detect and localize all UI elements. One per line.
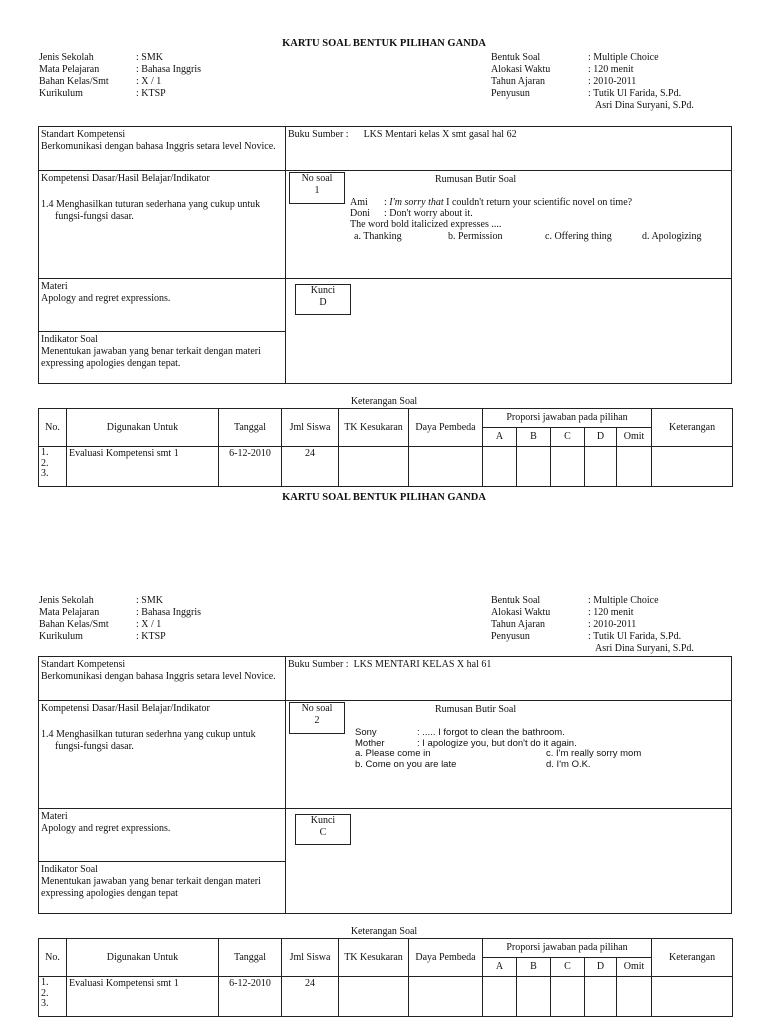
- meta-value: : 120 menit: [588, 607, 634, 618]
- meta-value: : SMK: [136, 595, 163, 606]
- header-d: D: [585, 958, 617, 977]
- header-daya: Daya Pembeda: [409, 939, 483, 977]
- buku-sumber-value: LKS Mentari kelas X smt gasal hal 62: [363, 129, 517, 140]
- header-no: No.: [39, 939, 67, 977]
- dialog-colon: :: [384, 208, 387, 219]
- kunci-label: Kunci: [310, 815, 336, 826]
- row-nos: [39, 447, 67, 487]
- buku-sumber-label: Buku Sumber :: [288, 129, 349, 140]
- card-title: KARTU SOAL BENTUK PILIHAN GANDA: [282, 38, 486, 49]
- meta-label: Kurikulum: [39, 88, 83, 99]
- indikator-text-1: Menentukan jawaban yang benar terkait dengan materi: [41, 876, 261, 887]
- meta-label: Bahan Kelas/Smt: [39, 619, 109, 630]
- meta-value: : Bahasa Inggris: [136, 607, 201, 618]
- meta-label: Bentuk Soal: [491, 595, 541, 606]
- row-no: 1.: [41, 977, 49, 988]
- header-proporsi: Proporsi jawaban pada pilihan: [483, 939, 652, 958]
- sk-heading: Standart Kompetensi: [41, 659, 126, 670]
- option-b: b. Permission: [448, 231, 503, 242]
- meta-value: : Bahasa Inggris: [136, 64, 201, 75]
- rumusan-label: Rumusan Butir Soal: [435, 704, 517, 715]
- meta-value: : 2010-2011: [588, 76, 637, 87]
- meta-label: Kurikulum: [39, 631, 83, 642]
- no-soal-label: No soal: [301, 703, 333, 714]
- ket-title: Keterangan Soal: [350, 926, 418, 937]
- meta-label: Bahan Kelas/Smt: [39, 76, 109, 87]
- header-c: C: [551, 428, 585, 447]
- meta-label: Alokasi Waktu: [491, 64, 551, 75]
- header-a: A: [483, 428, 517, 447]
- header-a: A: [483, 958, 517, 977]
- dialog-rest: I couldn't return your scientific novel on time?: [443, 197, 633, 208]
- materi-text: Apology and regret expressions.: [41, 823, 171, 834]
- indikator-heading: Indikator Soal: [41, 334, 98, 345]
- meta-label: Tahun Ajaran: [491, 76, 546, 87]
- option-b: b. Come on you are late: [355, 759, 457, 770]
- meta-value: : Multiple Choice: [588, 595, 659, 606]
- keterangan-table: [38, 938, 733, 1017]
- option-d: d. I'm O.K.: [546, 759, 591, 770]
- row-no: 2.: [41, 457, 49, 469]
- header-c: C: [551, 958, 585, 977]
- meta-label: Mata Pelajaran: [39, 607, 100, 618]
- row-no: 1.: [41, 447, 49, 458]
- question-text: The word bold italicized expresses ....: [350, 219, 502, 230]
- dialog-colon: :: [417, 727, 420, 738]
- option-c: c. Offering thing: [545, 231, 612, 242]
- header-no: No.: [39, 409, 67, 447]
- header-jml: Jml Siswa: [282, 409, 339, 447]
- header-tanggal: Tanggal: [219, 939, 282, 977]
- kd-heading: Kompetensi Dasar/Hasil Belajar/Indikator: [41, 173, 210, 184]
- header-keterangan: Keterangan: [652, 409, 733, 447]
- option-a: a. Please come in: [355, 748, 431, 759]
- header-jml: Jml Siswa: [282, 939, 339, 977]
- meta-label: Tahun Ajaran: [491, 619, 546, 630]
- meta-label: Mata Pelajaran: [39, 64, 100, 75]
- dialog-speaker: Ami: [350, 197, 368, 208]
- meta-value: : Tutik Ul Farida, S.Pd.: [588, 631, 682, 642]
- buku-sumber-value: LKS MENTARI KELAS X hal 61: [353, 659, 492, 670]
- materi-text: Apology and regret expressions.: [41, 293, 171, 304]
- header-omit: Omit: [617, 428, 652, 447]
- meta-label: Penyusun: [491, 631, 530, 642]
- dialog-speaker: Doni: [350, 208, 370, 219]
- card-title: KARTU SOAL BENTUK PILIHAN GANDA: [282, 492, 486, 503]
- row-nos: [39, 977, 67, 1017]
- dialog-rest: Don't worry about it.: [386, 208, 473, 219]
- row-no: 2.: [41, 987, 49, 999]
- meta-value: : Tutik Ul Farida, S.Pd.: [588, 88, 682, 99]
- kd-text-2: fungsi-fungsi dasar.: [55, 211, 134, 222]
- row-no: 3.: [41, 468, 49, 479]
- meta-value: : KTSP: [136, 631, 166, 642]
- meta-label: Alokasi Waktu: [491, 607, 551, 618]
- option-a: a. Thanking: [354, 231, 402, 242]
- dialog-speaker: Sony: [355, 727, 377, 738]
- no-soal-value: 1: [314, 185, 320, 196]
- meta-value: : X / 1: [136, 619, 162, 630]
- header-digunakan: Digunakan Untuk: [67, 939, 219, 977]
- header-tk: TK Kesukaran: [339, 409, 409, 447]
- meta-label: Jenis Sekolah: [39, 52, 94, 63]
- indikator-heading: Indikator Soal: [41, 864, 98, 875]
- rumusan-label: Rumusan Butir Soal: [435, 174, 517, 185]
- dialog-rest: ..... I forgot to clean the bathroom.: [419, 727, 565, 738]
- kd-text-1: 1.4 Menghasilkan tuturan sederhna yang cukup untuk: [41, 729, 256, 740]
- header-tanggal: Tanggal: [219, 409, 282, 447]
- dialog-colon: :: [417, 738, 420, 749]
- option-d: d. Apologizing: [642, 231, 702, 242]
- meta-value: : KTSP: [136, 88, 166, 99]
- penyusun-2: Asri Dina Suryani, S.Pd.: [595, 643, 694, 654]
- header-omit: Omit: [617, 958, 652, 977]
- meta-value: : 120 menit: [588, 64, 634, 75]
- kunci-value: D: [319, 297, 327, 308]
- dialog-speaker: Mother: [355, 738, 385, 749]
- row-digunakan: Evaluasi Kompetensi smt 1: [67, 447, 219, 487]
- meta-value: : Multiple Choice: [588, 52, 659, 63]
- buku-sumber: [288, 129, 517, 141]
- dialog-line: [355, 727, 565, 738]
- indikator-text-1: Menentukan jawaban yang benar terkait dengan materi: [41, 346, 261, 357]
- sk-text: Berkomunikasi dengan bahasa Inggris setara level Novice.: [41, 141, 276, 152]
- meta-label: Jenis Sekolah: [39, 595, 94, 606]
- header-keterangan: Keterangan: [652, 939, 733, 977]
- row-jml: 24: [282, 977, 339, 1017]
- row-digunakan: Evaluasi Kompetensi smt 1: [67, 977, 219, 1017]
- sk-heading: Standart Kompetensi: [41, 129, 126, 140]
- materi-heading: Materi: [41, 811, 68, 822]
- header-tk: TK Kesukaran: [339, 939, 409, 977]
- sk-text: Berkomunikasi dengan bahasa Inggris setara level Novice.: [41, 671, 276, 682]
- no-soal-label: No soal: [301, 173, 333, 184]
- header-d: D: [585, 428, 617, 447]
- option-c: c. I'm really sorry mom: [546, 748, 642, 759]
- dialog-colon: :: [384, 197, 387, 208]
- dialog-italic: I'm sorry that: [389, 197, 444, 208]
- no-soal-box: [289, 172, 345, 204]
- header-proporsi: Proporsi jawaban pada pilihan: [483, 409, 652, 428]
- header-b: B: [517, 958, 551, 977]
- kunci-value: C: [319, 827, 327, 838]
- materi-heading: Materi: [41, 281, 68, 292]
- kd-heading: Kompetensi Dasar/Hasil Belajar/Indikator: [41, 703, 210, 714]
- header-b: B: [517, 428, 551, 447]
- row-no: 3.: [41, 998, 49, 1009]
- dialog-rest: I apologize you, but don't do it again.: [419, 738, 577, 749]
- header-digunakan: Digunakan Untuk: [67, 409, 219, 447]
- row-tanggal: 6-12-2010: [219, 977, 282, 1017]
- meta-label: Penyusun: [491, 88, 530, 99]
- kunci-box: [295, 814, 351, 845]
- no-soal-box: [289, 702, 345, 734]
- row-jml: 24: [282, 447, 339, 487]
- penyusun-2: Asri Dina Suryani, S.Pd.: [595, 100, 694, 111]
- buku-sumber-label: Buku Sumber :: [288, 659, 349, 670]
- row-tanggal: 6-12-2010: [219, 447, 282, 487]
- kunci-box: [295, 284, 351, 315]
- meta-value: : X / 1: [136, 76, 162, 87]
- meta-value: : 2010-2011: [588, 619, 637, 630]
- kunci-label: Kunci: [310, 285, 336, 296]
- indikator-text-2: expressing apologies dengan tepat.: [41, 358, 181, 369]
- header-daya: Daya Pembeda: [409, 409, 483, 447]
- indikator-text-2: expressing apologies dengan tepat: [41, 888, 178, 899]
- kd-text-1: 1.4 Menghasilkan tuturan sederhana yang cukup untuk: [41, 199, 261, 210]
- table-row: [39, 447, 733, 487]
- keterangan-table: [38, 408, 733, 487]
- kd-text-2: fungsi-fungsi dasar.: [55, 741, 134, 752]
- table-row: [39, 977, 733, 1017]
- buku-sumber: [288, 659, 491, 671]
- ket-title: Keterangan Soal: [350, 396, 418, 407]
- no-soal-value: 2: [314, 715, 320, 726]
- meta-label: Bentuk Soal: [491, 52, 541, 63]
- meta-value: : SMK: [136, 52, 163, 63]
